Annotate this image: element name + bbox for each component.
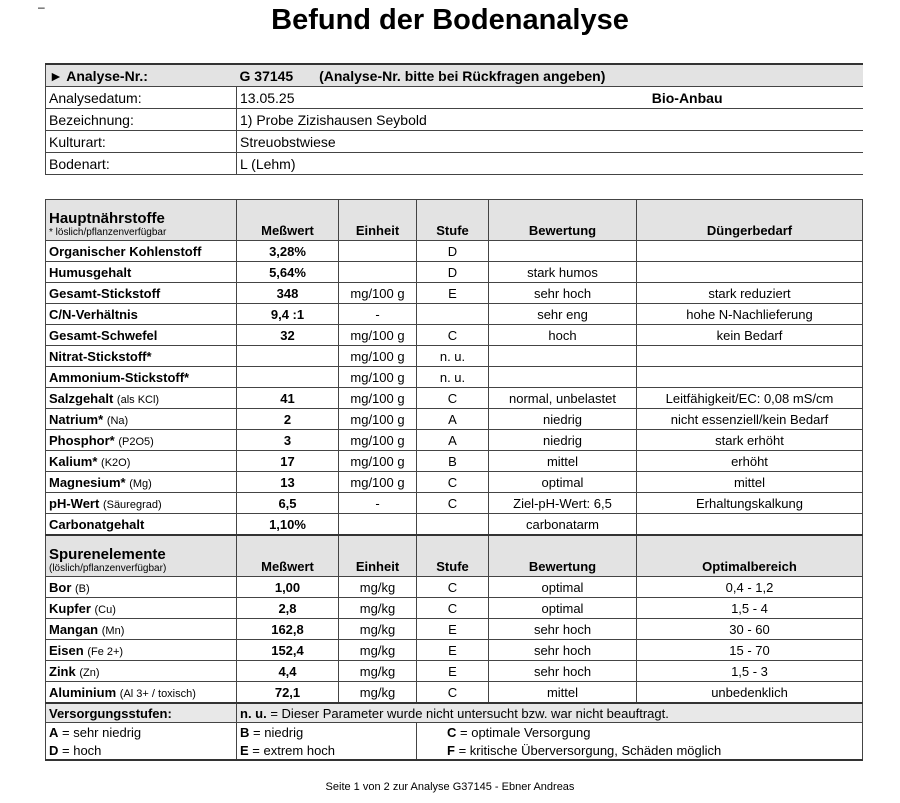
nutrient-name-cell [46, 241, 237, 262]
trace-elements-title-cell [46, 535, 237, 577]
trace-suffix: (Al 3+ / toxisch) [119, 687, 196, 700]
analysis-number-cell [237, 64, 863, 87]
trace-stufe: E [417, 661, 489, 682]
nutrient-row [46, 430, 863, 451]
nutrient-value: 17 [237, 451, 339, 472]
info-label: Analysedatum: [46, 87, 237, 109]
supply-levels-row-3 [46, 741, 863, 760]
trace-row [46, 619, 863, 640]
info-row [46, 131, 863, 153]
nutrient-unit: - [339, 304, 417, 325]
trace-name-cell [46, 577, 237, 598]
nutrient-stufe: D [417, 241, 489, 262]
nutrient-duengerbedarf: mittel [637, 472, 863, 493]
nutrient-name-cell [46, 346, 237, 367]
trace-bewertung: optimal [489, 598, 637, 619]
trace-name-cell [46, 661, 237, 682]
supply-levels-row-2 [46, 723, 863, 742]
supply-level-text: = optimale Versorgung [460, 724, 591, 740]
nutrient-bewertung: stark humos [489, 262, 637, 283]
nutrient-value: 5,64% [237, 262, 339, 283]
nutrient-row [46, 262, 863, 283]
nutrient-duengerbedarf [637, 514, 863, 536]
page-mark: – [38, 0, 45, 14]
nutrient-duengerbedarf: Leitfähigkeit/EC: 0,08 mS/cm [637, 388, 863, 409]
trace-name-cell [46, 619, 237, 640]
col-header-optimalbereich: Optimalbereich [637, 535, 863, 577]
main-nutrients-subtitle: * löslich/pflanzenverfügbar [49, 227, 167, 238]
trace-elements-title: Spurenelemente [49, 546, 166, 563]
nutrient-unit: mg/100 g [339, 388, 417, 409]
nutrient-name-cell [46, 304, 237, 325]
supply-level-f [417, 741, 863, 760]
trace-unit: mg/kg [339, 619, 417, 640]
analysis-number-label: ► Analyse-Nr.: [46, 64, 237, 87]
nutrient-name: Phosphor* [49, 432, 115, 448]
nutrient-name-cell [46, 472, 237, 493]
nutrient-bewertung: Ziel-pH-Wert: 6,5 [489, 493, 637, 514]
nutrient-duengerbedarf: stark erhöht [637, 430, 863, 451]
trace-name-cell [46, 682, 237, 704]
nutrient-name-cell [46, 367, 237, 388]
nutrient-name: Kalium* [49, 453, 98, 469]
nutrient-value: 3 [237, 430, 339, 451]
nutrient-suffix: (P2O5) [118, 435, 154, 448]
nutrient-stufe: E [417, 283, 489, 304]
nutrient-name: Gesamt-Stickstoff [49, 285, 161, 301]
nutrient-unit: mg/100 g [339, 430, 417, 451]
nutrient-value: 41 [237, 388, 339, 409]
supply-level-key: E [240, 742, 249, 758]
nutrient-row [46, 346, 863, 367]
nutrient-row [46, 472, 863, 493]
nutrient-bewertung: niedrig [489, 409, 637, 430]
nutrient-value: 9,4 :1 [237, 304, 339, 325]
nutrient-bewertung [489, 367, 637, 388]
nutrient-stufe: C [417, 325, 489, 346]
nutrient-name: Salzgehalt [49, 390, 114, 406]
trace-optimalbereich: 1,5 - 3 [637, 661, 863, 682]
trace-name-cell [46, 598, 237, 619]
nutrient-unit: mg/100 g [339, 346, 417, 367]
nutrient-duengerbedarf [637, 367, 863, 388]
nutrient-bewertung: sehr eng [489, 304, 637, 325]
nutrient-value: 348 [237, 283, 339, 304]
trace-bewertung: sehr hoch [489, 640, 637, 661]
info-extra [537, 109, 863, 131]
analysis-number-row [46, 64, 863, 87]
trace-unit: mg/kg [339, 682, 417, 704]
nutrient-unit: mg/100 g [339, 472, 417, 493]
nutrient-name: Carbonatgehalt [49, 516, 145, 532]
trace-elements-subtitle: (löslich/pflanzenverfügbar) [49, 563, 167, 574]
trace-row [46, 598, 863, 619]
nutrient-bewertung: normal, unbelastet [489, 388, 637, 409]
nutrient-suffix: (Säuregrad) [102, 498, 162, 511]
nutrient-stufe: C [417, 493, 489, 514]
supply-nu-key: n. u. [240, 705, 267, 721]
trace-bewertung: mittel [489, 682, 637, 704]
nutrient-name: C/N-Verhältnis [49, 306, 138, 322]
trace-unit: mg/kg [339, 640, 417, 661]
supply-levels-row [46, 703, 863, 723]
nutrient-unit [339, 262, 417, 283]
trace-suffix: (Mn) [101, 624, 125, 637]
nutrient-row [46, 493, 863, 514]
nutrient-unit [339, 514, 417, 536]
nutrient-value: 6,5 [237, 493, 339, 514]
supply-level-a [46, 723, 237, 742]
trace-stufe: E [417, 640, 489, 661]
trace-stufe: C [417, 598, 489, 619]
trace-optimalbereich: 0,4 - 1,2 [637, 577, 863, 598]
nutrient-row [46, 388, 863, 409]
info-extra: Bio-Anbau [537, 87, 863, 109]
supply-level-c [417, 723, 863, 742]
trace-value: 4,4 [237, 661, 339, 682]
trace-bewertung: optimal [489, 577, 637, 598]
nutrient-stufe: n. u. [417, 367, 489, 388]
nutrient-value: 1,10% [237, 514, 339, 536]
analysis-number-note: (Analyse-Nr. bitte bei Rückfragen angeben) [319, 67, 606, 84]
trace-suffix: (Zn) [79, 666, 100, 679]
trace-suffix: (Cu) [94, 603, 116, 616]
nutrient-row [46, 367, 863, 388]
nutrient-suffix: (Mg) [129, 477, 152, 490]
nutrient-name: Gesamt-Schwefel [49, 327, 158, 343]
trace-value: 152,4 [237, 640, 339, 661]
supply-level-key: D [49, 742, 59, 758]
trace-value: 72,1 [237, 682, 339, 704]
info-row [46, 153, 863, 175]
col-header-bewertung: Bewertung [489, 200, 637, 241]
nutrient-duengerbedarf: nicht essenziell/kein Bedarf [637, 409, 863, 430]
trace-optimalbereich: 15 - 70 [637, 640, 863, 661]
nutrient-name-cell [46, 514, 237, 536]
nutrient-row [46, 325, 863, 346]
trace-value: 1,00 [237, 577, 339, 598]
trace-name: Zink [49, 663, 76, 679]
main-nutrients-title: Hauptnährstoffe [49, 210, 165, 227]
info-value: Streuobstwiese [237, 131, 537, 153]
nutrient-bewertung: hoch [489, 325, 637, 346]
supply-level-e [237, 741, 417, 760]
trace-optimalbereich: 1,5 - 4 [637, 598, 863, 619]
nutrient-suffix: (K2O) [101, 456, 131, 469]
nutrient-duengerbedarf: stark reduziert [637, 283, 863, 304]
col-header-einheit: Einheit [339, 535, 417, 577]
col-header-messwert: Meßwert [237, 200, 339, 241]
nutrient-value: 3,28% [237, 241, 339, 262]
supply-level-text: = extrem hoch [252, 742, 336, 758]
nutrient-name: pH-Wert [49, 495, 100, 511]
trace-stufe: C [417, 577, 489, 598]
nutrient-name-cell [46, 493, 237, 514]
nutrient-stufe: C [417, 388, 489, 409]
nutrient-stufe: n. u. [417, 346, 489, 367]
supply-level-key: F [447, 742, 455, 758]
nutrient-name-cell [46, 262, 237, 283]
nutrient-bewertung: sehr hoch [489, 283, 637, 304]
trace-bewertung: sehr hoch [489, 661, 637, 682]
nutrient-name: Ammonium-Stickstoff* [49, 369, 190, 385]
supply-level-text: = niedrig [253, 724, 304, 740]
nutrient-value [237, 367, 339, 388]
page-title: Befund der Bodenanalyse [271, 4, 629, 36]
nutrient-name: Magnesium* [49, 474, 126, 490]
nutrient-stufe: D [417, 262, 489, 283]
main-nutrients-title-cell [46, 200, 237, 241]
nutrient-duengerbedarf [637, 346, 863, 367]
trace-stufe: C [417, 682, 489, 704]
analysis-number: G 37145 [239, 67, 294, 84]
nutrient-value: 32 [237, 325, 339, 346]
trace-name-cell [46, 640, 237, 661]
nutrient-value [237, 346, 339, 367]
supply-level-d [46, 741, 237, 760]
trace-unit: mg/kg [339, 661, 417, 682]
nutrient-name-cell [46, 409, 237, 430]
nutrient-unit: mg/100 g [339, 367, 417, 388]
nutrient-suffix: (als KCl) [116, 393, 160, 406]
nutrient-stufe: A [417, 409, 489, 430]
nutrient-unit: mg/100 g [339, 325, 417, 346]
nutrient-unit: mg/100 g [339, 283, 417, 304]
supply-levels-label: Versorgungsstufen: [46, 703, 237, 723]
col-header-stufe: Stufe [417, 535, 489, 577]
trace-name: Eisen [49, 642, 84, 658]
trace-optimalbereich: 30 - 60 [637, 619, 863, 640]
trace-stufe: E [417, 619, 489, 640]
nutrient-unit [339, 241, 417, 262]
nutrient-table [45, 199, 863, 761]
col-header-duengerbedarf: Düngerbedarf [637, 200, 863, 241]
trace-name: Bor [49, 579, 72, 595]
nutrient-row [46, 283, 863, 304]
nutrient-unit: mg/100 g [339, 451, 417, 472]
trace-elements-header [46, 535, 863, 577]
nutrient-duengerbedarf: erhöht [637, 451, 863, 472]
nutrient-bewertung [489, 346, 637, 367]
col-header-einheit: Einheit [339, 200, 417, 241]
trace-value: 162,8 [237, 619, 339, 640]
nutrient-name: Nitrat-Stickstoff* [49, 348, 152, 364]
nutrient-stufe: A [417, 430, 489, 451]
nutrient-name-cell [46, 451, 237, 472]
trace-name: Aluminium [49, 684, 117, 700]
nutrient-name: Organischer Kohlenstoff [49, 243, 202, 259]
nutrient-stufe [417, 304, 489, 325]
nutrient-name-cell [46, 283, 237, 304]
info-label: Bodenart: [46, 153, 237, 175]
nutrient-row [46, 304, 863, 325]
trace-name: Mangan [49, 621, 99, 637]
nutrient-duengerbedarf: kein Bedarf [637, 325, 863, 346]
page-footer: Seite 1 von 2 zur Analyse G37145 - Ebner Andreas [325, 781, 575, 793]
nutrient-duengerbedarf [637, 241, 863, 262]
nutrient-suffix: (Na) [106, 414, 129, 427]
trace-value: 2,8 [237, 598, 339, 619]
nutrient-bewertung: niedrig [489, 430, 637, 451]
info-label: Kulturart: [46, 131, 237, 153]
supply-level-text: = kritische Überversorgung, Schäden möglich [458, 742, 722, 758]
nutrient-stufe: C [417, 472, 489, 493]
nutrient-bewertung: optimal [489, 472, 637, 493]
info-row [46, 109, 863, 131]
nutrient-stufe [417, 514, 489, 536]
nutrient-row [46, 451, 863, 472]
trace-unit: mg/kg [339, 598, 417, 619]
trace-row [46, 682, 863, 704]
info-label: Bezeichnung: [46, 109, 237, 131]
trace-suffix: (Fe 2+) [87, 645, 124, 658]
info-extra [537, 131, 863, 153]
nutrient-name-cell [46, 325, 237, 346]
nutrient-row [46, 409, 863, 430]
nutrient-name-cell [46, 388, 237, 409]
supply-level-b [237, 723, 417, 742]
nutrient-bewertung: mittel [489, 451, 637, 472]
nutrient-row [46, 241, 863, 262]
trace-row [46, 640, 863, 661]
nutrient-name-cell [46, 430, 237, 451]
info-value: L (Lehm) [237, 153, 537, 175]
nutrient-name: Humusgehalt [49, 264, 132, 280]
nutrient-value: 2 [237, 409, 339, 430]
info-row [46, 87, 863, 109]
supply-nu-text: = Dieser Parameter wurde nicht untersucht bzw. war nicht beauftragt. [270, 705, 669, 721]
info-value: 1) Probe Zizishausen Seybold [237, 109, 537, 131]
nutrient-duengerbedarf [637, 262, 863, 283]
nutrient-unit: - [339, 493, 417, 514]
col-header-messwert: Meßwert [237, 535, 339, 577]
supply-level-key: B [240, 724, 250, 740]
info-value: 13.05.25 [237, 87, 537, 109]
trace-row [46, 661, 863, 682]
trace-name: Kupfer [49, 600, 91, 616]
supply-level-key: C [447, 724, 457, 740]
supply-levels-note [237, 703, 863, 723]
col-header-bewertung: Bewertung [489, 535, 637, 577]
trace-bewertung: sehr hoch [489, 619, 637, 640]
nutrient-bewertung: carbonatarm [489, 514, 637, 536]
nutrient-name: Natrium* [49, 411, 104, 427]
nutrient-duengerbedarf: Erhaltungskalkung [637, 493, 863, 514]
sample-info-table [45, 63, 863, 175]
trace-optimalbereich: unbedenklich [637, 682, 863, 704]
supply-level-text: = hoch [62, 742, 102, 758]
trace-suffix: (B) [75, 582, 90, 595]
nutrient-bewertung [489, 241, 637, 262]
info-extra [537, 153, 863, 175]
nutrient-value: 13 [237, 472, 339, 493]
nutrient-row [46, 514, 863, 536]
col-header-stufe: Stufe [417, 200, 489, 241]
supply-level-text: = sehr niedrig [62, 724, 142, 740]
main-nutrients-header [46, 200, 863, 241]
trace-unit: mg/kg [339, 577, 417, 598]
supply-level-key: A [49, 724, 59, 740]
trace-row [46, 577, 863, 598]
nutrient-unit: mg/100 g [339, 409, 417, 430]
nutrient-stufe: B [417, 451, 489, 472]
nutrient-duengerbedarf: hohe N-Nachlieferung [637, 304, 863, 325]
